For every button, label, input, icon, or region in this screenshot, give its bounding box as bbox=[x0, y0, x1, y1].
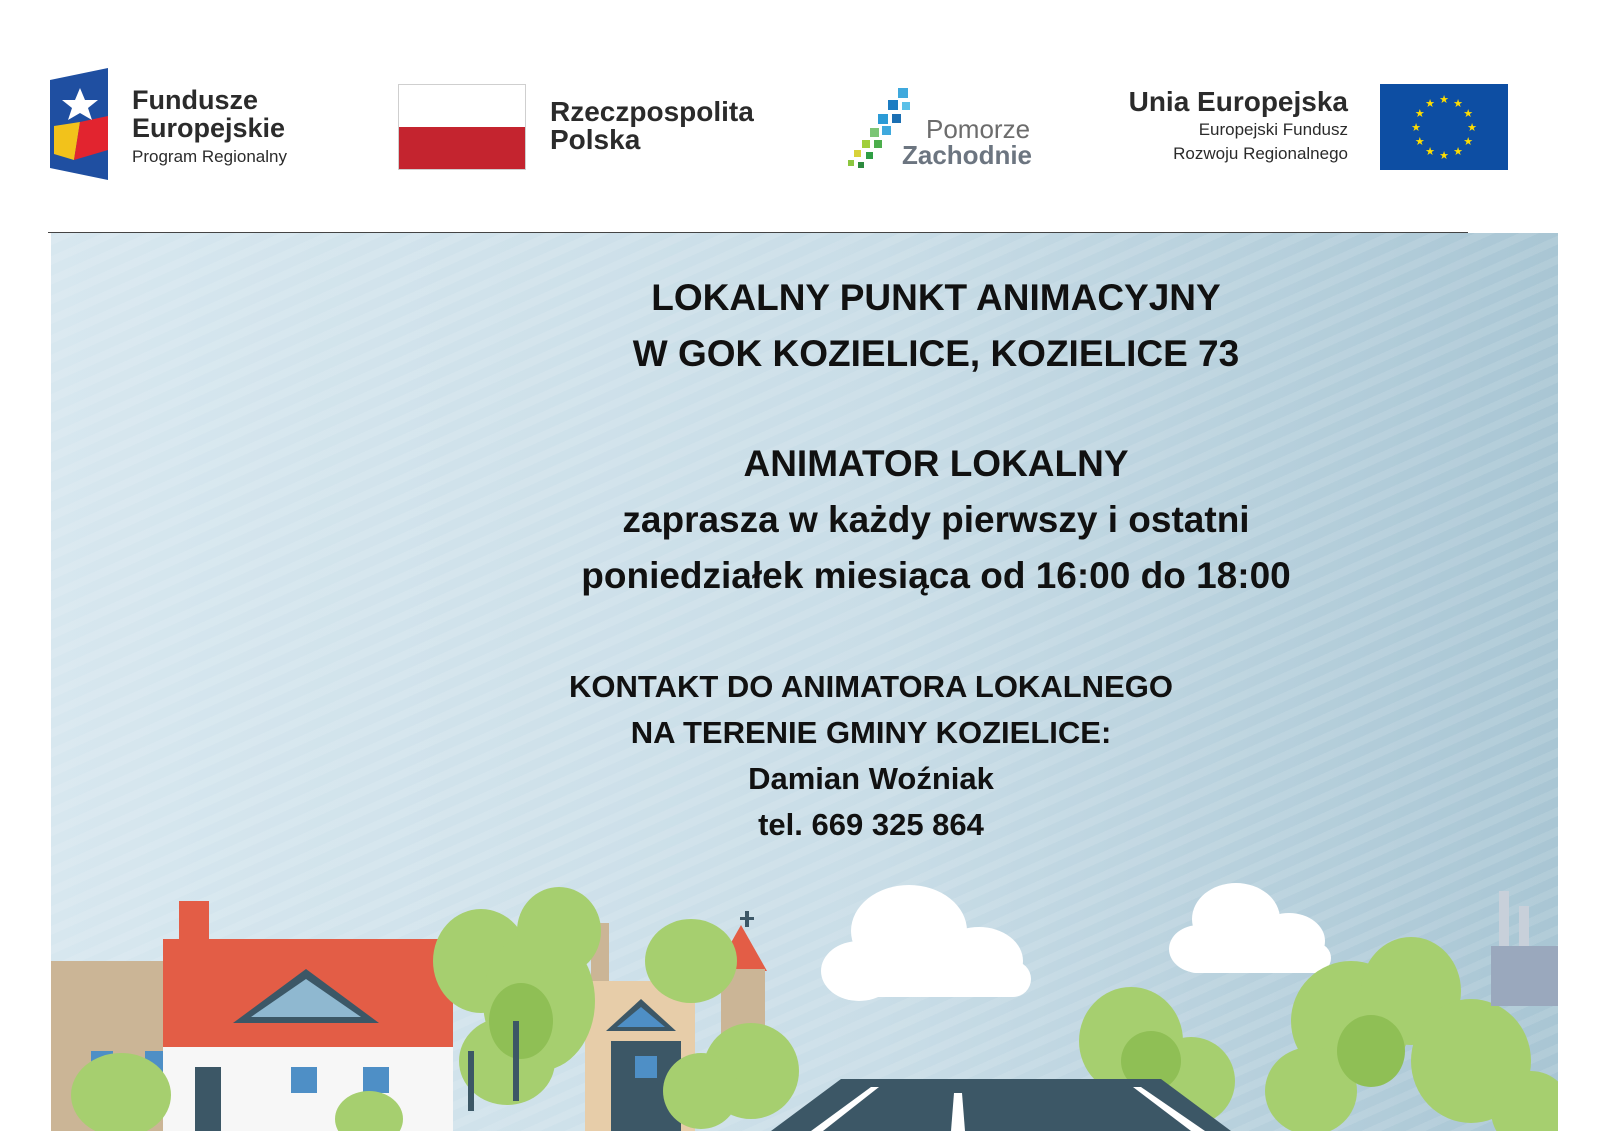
fundusze-line3: Program Regionalny bbox=[132, 147, 287, 166]
poster bbox=[51, 233, 1558, 1131]
unia-line2: Europejski Fundusz bbox=[1198, 120, 1348, 139]
eu-star-icon: ★ bbox=[1414, 135, 1425, 148]
eu-star-icon: ★ bbox=[1425, 96, 1435, 110]
rzeczpospolita-line1: Rzeczpospolita bbox=[550, 96, 754, 127]
eu-star-icon: ★ bbox=[1463, 135, 1474, 148]
eu-star-icon: ★ bbox=[1453, 96, 1463, 110]
rzeczpospolita-line2: Polska bbox=[550, 124, 641, 155]
polish-flag-icon bbox=[398, 84, 526, 170]
eu-star-icon: ★ bbox=[1453, 145, 1463, 159]
unia-line3: Rozwoju Regionalnego bbox=[1173, 144, 1348, 163]
eu-star-icon: ★ bbox=[1411, 121, 1421, 134]
invite-line2: poniedziałek miesiąca od 16:00 do 18:00 bbox=[581, 555, 1291, 596]
poster-title-line1: LOKALNY PUNKT ANIMACYJNY bbox=[651, 277, 1221, 318]
eu-star-icon: ★ bbox=[1467, 121, 1477, 134]
fundusze-line2: Europejskie bbox=[132, 113, 286, 143]
fundusze-europejskie-icon bbox=[50, 68, 108, 180]
pomorze-line1: Pomorze bbox=[926, 114, 1031, 144]
cloud-left bbox=[821, 885, 1031, 1001]
town-illustration bbox=[51, 851, 1558, 1131]
contact-line2: NA TERENIE GMINY KOZIELICE: bbox=[630, 715, 1112, 750]
animator-heading: ANIMATOR LOKALNY bbox=[743, 443, 1129, 484]
invite-line1: zaprasza w każdy pierwszy i ostatni bbox=[622, 499, 1250, 540]
eu-star-icon: ★ bbox=[1439, 93, 1449, 106]
poster-title-line2: W GOK KOZIELICE, KOZIELICE 73 bbox=[632, 333, 1240, 374]
eu-flag-icon bbox=[1380, 84, 1508, 170]
contact-line1: KONTAKT DO ANIMATORA LOKALNEGO bbox=[569, 669, 1173, 704]
logo-bar bbox=[0, 0, 1600, 220]
fundusze-line1: Fundusze bbox=[132, 85, 258, 115]
eu-star-icon: ★ bbox=[1463, 107, 1474, 120]
cloud-right bbox=[1169, 883, 1331, 973]
unia-line1: Unia Europejska bbox=[1128, 86, 1348, 117]
eu-star-icon: ★ bbox=[1425, 145, 1435, 159]
eu-star-icon: ★ bbox=[1414, 107, 1425, 120]
pomorze-line2: Zachodnie bbox=[902, 140, 1033, 170]
contact-name: Damian Woźniak bbox=[748, 761, 994, 796]
eu-star-icon: ★ bbox=[1439, 149, 1449, 162]
contact-phone: tel. 669 325 864 bbox=[758, 807, 984, 842]
